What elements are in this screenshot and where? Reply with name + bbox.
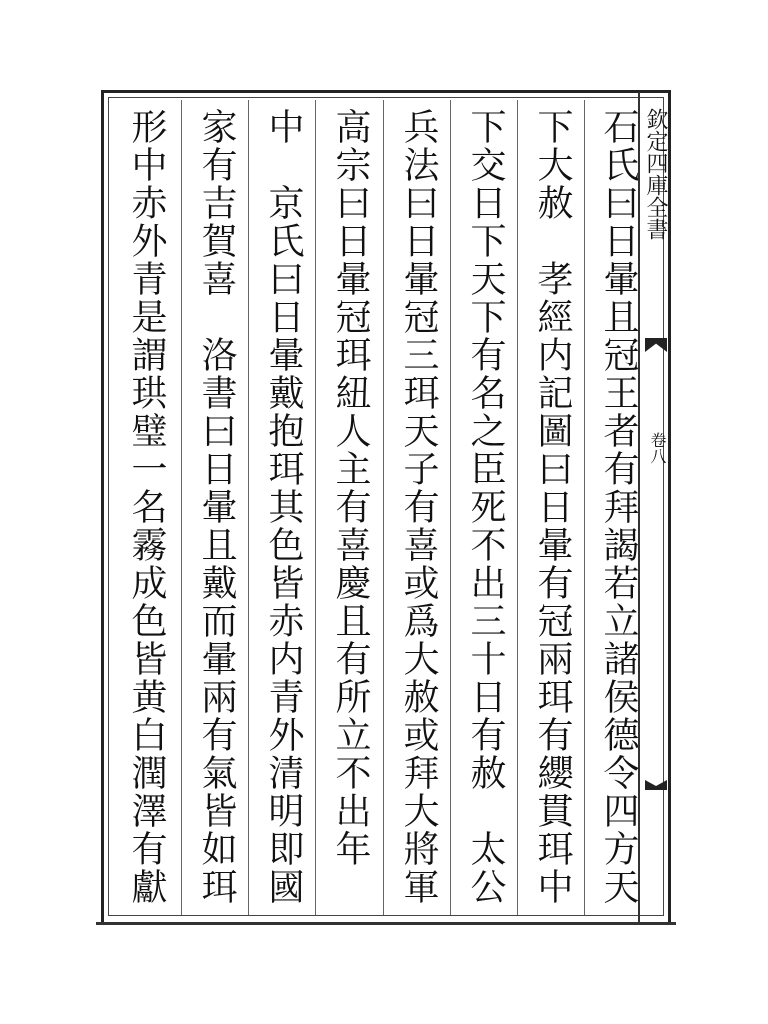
- column-rule: [181, 100, 182, 915]
- text-column-8: 形中赤外青是謂珙璧一名霧成色皆黄白潤澤有獻: [126, 108, 167, 906]
- bottom-rule: [96, 922, 676, 925]
- column-rule: [315, 100, 316, 915]
- column-rule: [450, 100, 451, 915]
- text-column-4: 兵法曰日暈冠三珥天子有喜或爲大赦或拜大將軍: [398, 108, 439, 906]
- text-column-6: 中 京氏曰日暈戴抱珥其色皆赤内青外清明即國: [263, 108, 304, 906]
- juan-label: 卷八: [648, 432, 667, 464]
- text-column-5: 高宗曰日暈冠珥紐人主有喜慶且有所立不出年: [330, 108, 371, 868]
- text-column-7: 家有吉賀喜 洛書曰日暈且戴而暈兩有氣皆如珥: [196, 108, 237, 906]
- text-column-2: 下大赦 孝經内記圖曰日暈有冠兩珥有纓貫珥中: [532, 108, 573, 906]
- column-rule: [517, 100, 518, 915]
- text-column-1: 石氏曰日暈且冠王者有拜謁若立諸侯德令四方天: [598, 108, 639, 906]
- text-column-3: 下交日下天下有名之臣死不出三十日有赦 太公: [465, 108, 506, 906]
- column-rule: [383, 100, 384, 915]
- column-rule: [248, 100, 249, 915]
- book-title: 欽定四庫全書: [643, 108, 668, 240]
- column-rule: [584, 100, 585, 915]
